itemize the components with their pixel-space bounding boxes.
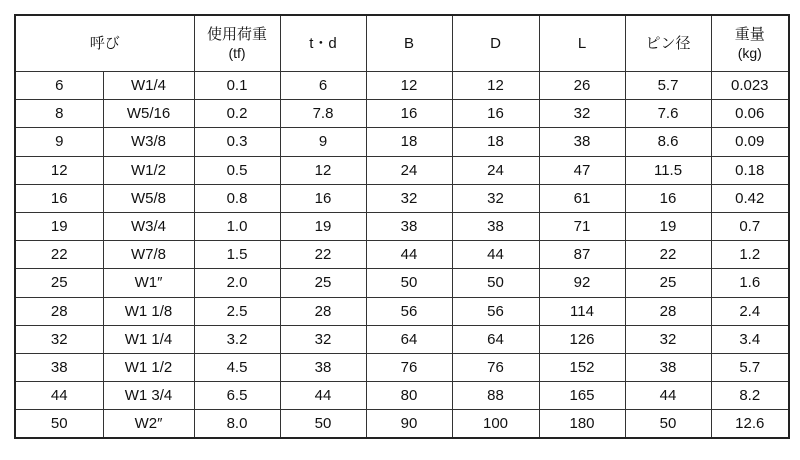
cell-call-inch: W1 3/4 (103, 382, 194, 410)
table-row (15, 382, 789, 410)
cell-call-inch: W3/8 (103, 128, 194, 156)
table-row (15, 184, 789, 212)
cell-call-size: 22 (15, 241, 103, 269)
cell-l: 152 (539, 353, 625, 381)
cell-working-load: 8.0 (194, 410, 280, 438)
cell-d: 76 (452, 353, 539, 381)
header-b-label: B (404, 35, 415, 52)
cell-weight: 2.4 (711, 297, 789, 325)
cell-l: 26 (539, 72, 625, 100)
cell-pin-diameter: 16 (625, 184, 711, 212)
cell-td: 22 (280, 241, 366, 269)
cell-weight: 0.7 (711, 212, 789, 240)
header-d (452, 15, 539, 72)
cell-call-inch: W1″ (103, 269, 194, 297)
cell-call-size: 44 (15, 382, 103, 410)
cell-working-load: 3.2 (194, 325, 280, 353)
cell-td: 44 (280, 382, 366, 410)
cell-working-load: 4.5 (194, 353, 280, 381)
cell-call-size: 12 (15, 156, 103, 184)
spec-table (14, 14, 790, 439)
cell-b: 76 (366, 353, 452, 381)
cell-pin-diameter: 44 (625, 382, 711, 410)
cell-weight: 3.4 (711, 325, 789, 353)
table-row (15, 353, 789, 381)
cell-td: 12 (280, 156, 366, 184)
cell-working-load: 2.5 (194, 297, 280, 325)
cell-working-load: 1.0 (194, 212, 280, 240)
cell-l: 32 (539, 100, 625, 128)
cell-weight: 5.7 (711, 353, 789, 381)
header-call-label: 呼び (89, 35, 120, 52)
cell-b: 38 (366, 212, 452, 240)
cell-call-size: 50 (15, 410, 103, 438)
cell-call-size: 16 (15, 184, 103, 212)
cell-l: 165 (539, 382, 625, 410)
cell-working-load: 0.8 (194, 184, 280, 212)
header-pin-diameter (625, 15, 711, 72)
table-row (15, 410, 789, 438)
cell-b: 18 (366, 128, 452, 156)
table-row (15, 241, 789, 269)
cell-working-load: 6.5 (194, 382, 280, 410)
cell-b: 16 (366, 100, 452, 128)
cell-d: 32 (452, 184, 539, 212)
cell-td: 25 (280, 269, 366, 297)
cell-td: 7.8 (280, 100, 366, 128)
cell-pin-diameter: 22 (625, 241, 711, 269)
header-td-label: t・d (309, 35, 337, 52)
cell-call-inch: W2″ (103, 410, 194, 438)
cell-call-inch: W7/8 (103, 241, 194, 269)
cell-pin-diameter: 50 (625, 410, 711, 438)
cell-d: 24 (452, 156, 539, 184)
header-working-load (194, 15, 280, 72)
cell-weight: 0.023 (711, 72, 789, 100)
cell-working-load: 0.3 (194, 128, 280, 156)
cell-l: 126 (539, 325, 625, 353)
cell-call-inch: W1/4 (103, 72, 194, 100)
cell-b: 24 (366, 156, 452, 184)
header-d-label: D (490, 35, 501, 52)
cell-d: 38 (452, 212, 539, 240)
cell-call-inch: W5/16 (103, 100, 194, 128)
header-weight (711, 15, 789, 72)
cell-td: 9 (280, 128, 366, 156)
cell-l: 38 (539, 128, 625, 156)
header-weight-unit: (kg) (737, 44, 762, 61)
cell-pin-diameter: 25 (625, 269, 711, 297)
cell-td: 6 (280, 72, 366, 100)
cell-b: 44 (366, 241, 452, 269)
cell-b: 90 (366, 410, 452, 438)
cell-weight: 0.09 (711, 128, 789, 156)
cell-weight: 0.42 (711, 184, 789, 212)
header-weight-label: 重量 (734, 25, 765, 43)
cell-weight: 0.18 (711, 156, 789, 184)
cell-l: 61 (539, 184, 625, 212)
table-row (15, 269, 789, 297)
cell-b: 12 (366, 72, 452, 100)
cell-call-inch: W5/8 (103, 184, 194, 212)
header-row (15, 15, 789, 72)
cell-l: 87 (539, 241, 625, 269)
cell-call-size: 8 (15, 100, 103, 128)
cell-d: 64 (452, 325, 539, 353)
table-row (15, 100, 789, 128)
cell-working-load: 0.1 (194, 72, 280, 100)
cell-call-inch: W1 1/2 (103, 353, 194, 381)
cell-td: 38 (280, 353, 366, 381)
table-row (15, 212, 789, 240)
cell-d: 18 (452, 128, 539, 156)
cell-pin-diameter: 38 (625, 353, 711, 381)
cell-call-size: 32 (15, 325, 103, 353)
cell-working-load: 1.5 (194, 241, 280, 269)
cell-weight: 8.2 (711, 382, 789, 410)
cell-call-inch: W3/4 (103, 212, 194, 240)
cell-l: 71 (539, 212, 625, 240)
cell-pin-diameter: 7.6 (625, 100, 711, 128)
cell-b: 56 (366, 297, 452, 325)
header-l (539, 15, 625, 72)
cell-pin-diameter: 19 (625, 212, 711, 240)
cell-d: 100 (452, 410, 539, 438)
table-row (15, 325, 789, 353)
cell-l: 180 (539, 410, 625, 438)
cell-call-inch: W1/2 (103, 156, 194, 184)
cell-pin-diameter: 8.6 (625, 128, 711, 156)
table-row (15, 297, 789, 325)
cell-weight: 12.6 (711, 410, 789, 438)
cell-pin-diameter: 5.7 (625, 72, 711, 100)
cell-td: 28 (280, 297, 366, 325)
table-row (15, 72, 789, 100)
cell-weight: 1.2 (711, 241, 789, 269)
cell-call-size: 28 (15, 297, 103, 325)
cell-td: 32 (280, 325, 366, 353)
cell-d: 44 (452, 241, 539, 269)
cell-working-load: 0.2 (194, 100, 280, 128)
cell-call-size: 25 (15, 269, 103, 297)
cell-working-load: 0.5 (194, 156, 280, 184)
table-row (15, 156, 789, 184)
cell-pin-diameter: 11.5 (625, 156, 711, 184)
cell-d: 56 (452, 297, 539, 325)
header-call (15, 15, 194, 72)
cell-l: 92 (539, 269, 625, 297)
cell-td: 50 (280, 410, 366, 438)
cell-pin-diameter: 32 (625, 325, 711, 353)
cell-working-load: 2.0 (194, 269, 280, 297)
cell-b: 32 (366, 184, 452, 212)
cell-call-size: 9 (15, 128, 103, 156)
cell-call-inch: W1 1/8 (103, 297, 194, 325)
header-b (366, 15, 452, 72)
cell-d: 12 (452, 72, 539, 100)
cell-d: 16 (452, 100, 539, 128)
cell-d: 88 (452, 382, 539, 410)
header-l-label: L (577, 35, 587, 52)
cell-call-size: 19 (15, 212, 103, 240)
cell-b: 50 (366, 269, 452, 297)
cell-td: 19 (280, 212, 366, 240)
cell-weight: 1.6 (711, 269, 789, 297)
cell-b: 80 (366, 382, 452, 410)
cell-l: 114 (539, 297, 625, 325)
cell-call-inch: W1 1/4 (103, 325, 194, 353)
cell-call-size: 6 (15, 72, 103, 100)
cell-call-size: 38 (15, 353, 103, 381)
table-body (15, 72, 789, 438)
cell-b: 64 (366, 325, 452, 353)
cell-l: 47 (539, 156, 625, 184)
table-row (15, 128, 789, 156)
header-working-load-unit: (tf) (228, 44, 246, 61)
header-pin-diameter-label: ピン径 (645, 35, 691, 52)
cell-td: 16 (280, 184, 366, 212)
header-td (280, 15, 366, 72)
cell-weight: 0.06 (711, 100, 789, 128)
cell-d: 50 (452, 269, 539, 297)
spec-table-container (14, 14, 790, 439)
cell-pin-diameter: 28 (625, 297, 711, 325)
header-working-load-label: 使用荷重 (207, 25, 268, 43)
